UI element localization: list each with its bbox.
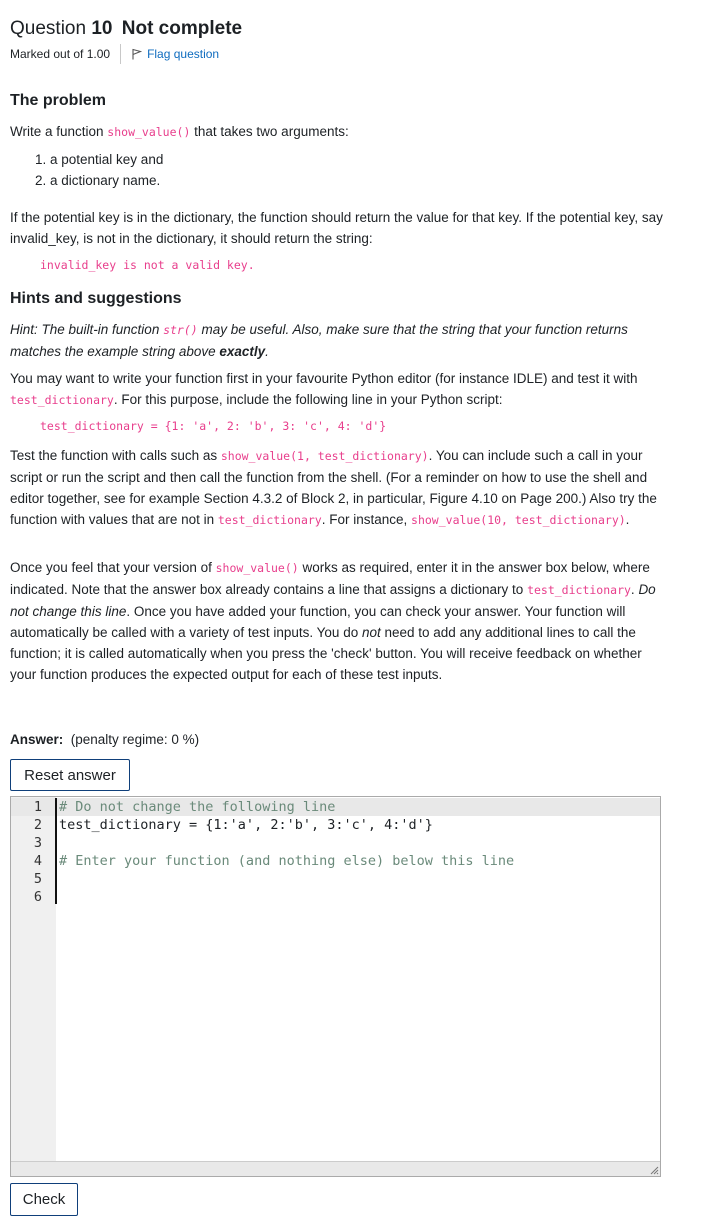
list-item: 2. a dictionary name. (50, 170, 163, 191)
line-content: test_dictionary = {1:'a', 2:'b', 3:'c', 4:'d'} (59, 817, 433, 833)
code-span: test_dictionary (10, 393, 114, 407)
emphasis-span: Do not change this line (10, 582, 656, 619)
editor-line (11, 888, 660, 906)
text-span: . (625, 512, 630, 527)
invalid-key-example: invalid_key is not a valid key. (40, 258, 255, 272)
editor-line (11, 834, 660, 852)
editor-line (11, 852, 660, 870)
question-info (10, 44, 219, 64)
line-number: 1 (33, 799, 42, 815)
line-number: 3 (33, 835, 42, 851)
text-span: Hint: The built-in function (10, 322, 164, 337)
argument-list (10, 149, 163, 191)
code-span: str() (163, 323, 198, 337)
hints-paragraph-3 (10, 557, 670, 685)
line-number: 6 (33, 889, 42, 905)
question-number: 10 (91, 18, 113, 39)
hints-paragraph-2 (10, 445, 670, 531)
problem-description: If the potential key is in the dictionary, the function should return the value for that key. If the potential key, say invalid_key, is not in the dictionary, it should return the string: (10, 210, 663, 246)
hint-text (10, 319, 670, 362)
text-span: may be useful. Also, make sure that the string that your function returns matches the example string above (10, 322, 628, 359)
editor-line (11, 816, 660, 834)
line-number: 4 (33, 853, 42, 869)
editor-line (11, 870, 660, 888)
problem-intro (10, 121, 670, 143)
flag-icon (131, 48, 142, 60)
hints-paragraph-1 (10, 368, 670, 411)
text-span: . (265, 344, 269, 359)
text-span: need to add any additional lines to call the function; it is called automatically when you press the 'check' button. You will receive feedback on whether your function produces the expected output for each of these test inputs. (10, 625, 642, 682)
editor-line (11, 798, 660, 816)
text-span: . For this purpose, include the following line in your Python script: (113, 392, 503, 407)
divider (120, 44, 121, 64)
emphasis-span: not (361, 625, 381, 640)
code-span: test_dictionary (527, 583, 631, 597)
marked-out-of: Marked out of 1.00 (10, 47, 111, 61)
text-span: Once you feel that your version of (10, 560, 216, 575)
line-content: # Enter your function (and nothing else) below this line (59, 853, 515, 869)
check-button[interactable]: Check (10, 1183, 78, 1216)
text-span: that takes two arguments: (190, 124, 349, 139)
text-span: . You can include such a call in your script or run the script and then call the function from the shell. (For a reminder on how to use the shell and editor together, see for example Section 4.3.2 of Block 2, in particular, Figure 4.10 on Page 200.) Also try the function with values that are not in (10, 448, 657, 527)
code-span: show_value(1, test_dictionary) (220, 449, 429, 463)
resize-grip-icon[interactable] (649, 1165, 659, 1175)
text-cursor (55, 798, 57, 904)
text-span: works as required, enter it in the answer box below, where indicated. Note that the answer box already contains a line that assigns a dictionary to (10, 560, 650, 597)
line-content: # Do not change the following line (59, 799, 336, 815)
code-span: show_value() (215, 561, 299, 575)
test-dictionary-example: test_dictionary = {1: 'a', 2: 'b', 3: 'c', 4: 'd'} (40, 419, 387, 433)
answer-label-row (10, 732, 199, 747)
bold-span: exactly (219, 344, 266, 359)
text-span: You may want to write your function first in your favourite Python editor (for instance IDLE) and test it with (10, 371, 638, 386)
editor-statusbar (11, 1161, 660, 1176)
list-item: 1. a potential key and (50, 149, 163, 170)
flag-question-label: Flag question (147, 47, 220, 61)
answer-label: Answer: (10, 732, 64, 747)
text-span: Test the function with calls such as (10, 448, 221, 463)
code-span: show_value() (107, 125, 191, 139)
text-span: . Once you have added your function, you can check your answer. Your function will automatically be called with a variety of test inputs. You do (10, 604, 626, 640)
code-span: show_value(10, test_dictionary) (411, 513, 626, 527)
question-label: Question (10, 18, 87, 39)
question-state: Not complete (121, 18, 243, 39)
penalty-regime: (penalty regime: 0 %) (70, 732, 200, 747)
line-number: 5 (33, 871, 42, 887)
question-heading (10, 18, 242, 40)
text-span: . For instance, (321, 512, 412, 527)
code-editor[interactable] (10, 796, 661, 1177)
reset-answer-button[interactable]: Reset answer (10, 759, 130, 791)
line-number: 2 (33, 817, 42, 833)
problem-heading: The problem (10, 92, 107, 109)
text-span: Write a function (10, 124, 108, 139)
flag-question-link[interactable] (131, 47, 219, 61)
code-span: test_dictionary (217, 513, 322, 527)
text-span: . (630, 582, 639, 597)
hints-heading: Hints and suggestions (10, 290, 182, 307)
